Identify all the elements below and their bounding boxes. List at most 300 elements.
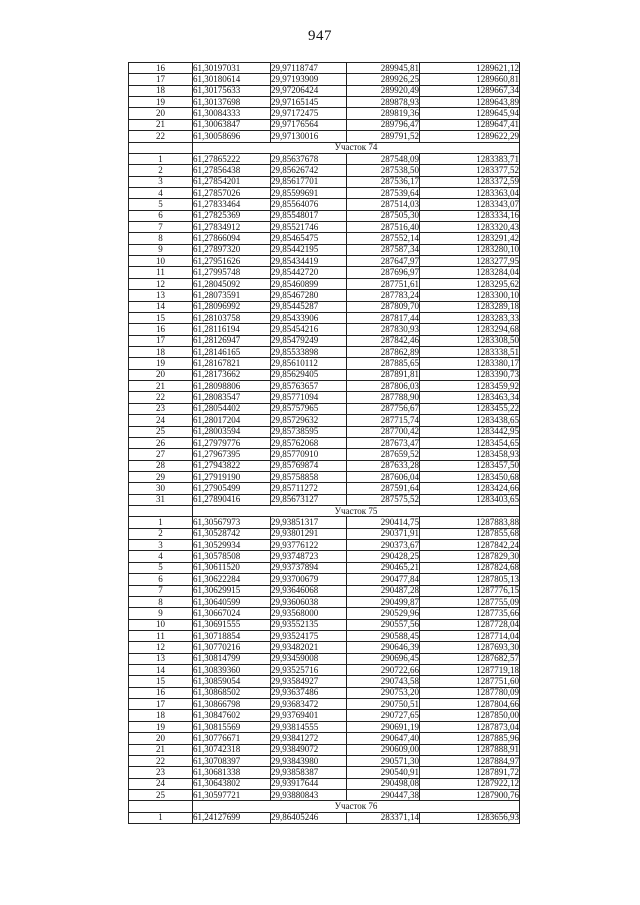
point-number-cell: 26 (129, 437, 193, 448)
x-coordinate-cell: 287891,81 (347, 369, 420, 380)
latitude-cell: 61,30597721 (193, 790, 271, 801)
longitude-cell: 29,97206424 (271, 85, 347, 96)
x-coordinate-cell: 287552,14 (347, 233, 420, 244)
point-number-cell: 17 (129, 699, 193, 710)
latitude-cell: 61,30847602 (193, 710, 271, 721)
x-coordinate-cell: 287536,17 (347, 176, 420, 187)
table-row (129, 630, 520, 641)
table-row (129, 540, 520, 551)
point-number-cell: 14 (129, 301, 193, 312)
table-row (129, 256, 520, 267)
table-row (129, 733, 520, 744)
longitude-cell: 29,85467280 (271, 290, 347, 301)
x-coordinate-cell: 287885,65 (347, 358, 420, 369)
x-coordinate-cell: 290499,87 (347, 596, 420, 607)
y-coordinate-cell: 1289645,94 (420, 108, 520, 119)
x-coordinate-cell: 290743,58 (347, 676, 420, 687)
longitude-cell: 29,97172475 (271, 108, 347, 119)
x-coordinate-cell: 287606,04 (347, 471, 420, 482)
table-row (129, 267, 520, 278)
y-coordinate-cell: 1289621,12 (420, 63, 520, 74)
latitude-cell: 61,27834912 (193, 222, 271, 233)
longitude-cell: 29,85442720 (271, 267, 347, 278)
longitude-cell: 29,85729632 (271, 415, 347, 426)
y-coordinate-cell: 1283334,16 (420, 210, 520, 221)
x-coordinate-cell: 287505,30 (347, 210, 420, 221)
latitude-cell: 61,30137698 (193, 97, 271, 108)
longitude-cell: 29,93801291 (271, 528, 347, 539)
point-number-cell: 9 (129, 608, 193, 619)
point-number-cell: 19 (129, 358, 193, 369)
longitude-cell: 29,93843980 (271, 755, 347, 766)
table-row (129, 494, 520, 505)
y-coordinate-cell: 1287885,96 (420, 733, 520, 744)
latitude-cell: 61,24127699 (193, 812, 271, 823)
table-row (129, 676, 520, 687)
x-coordinate-cell: 287647,97 (347, 256, 420, 267)
y-coordinate-cell: 1283289,18 (420, 301, 520, 312)
latitude-cell: 61,28116194 (193, 324, 271, 335)
point-number-cell: 4 (129, 551, 193, 562)
point-number-cell: 29 (129, 471, 193, 482)
x-coordinate-cell: 290691,19 (347, 721, 420, 732)
point-number-cell: 5 (129, 199, 193, 210)
x-coordinate-cell: 287514,03 (347, 199, 420, 210)
latitude-cell: 61,27919190 (193, 471, 271, 482)
x-coordinate-cell: 287751,61 (347, 278, 420, 289)
point-number-cell: 13 (129, 290, 193, 301)
table-row (129, 312, 520, 323)
longitude-cell: 29,85763657 (271, 381, 347, 392)
point-number-cell: 2 (129, 165, 193, 176)
y-coordinate-cell: 1287682,57 (420, 653, 520, 664)
section-header-empty-cell (129, 506, 193, 517)
section-title: Участок 76 (193, 801, 520, 812)
table-row (129, 381, 520, 392)
x-coordinate-cell: 290727,65 (347, 710, 420, 721)
y-coordinate-cell: 1283284,04 (420, 267, 520, 278)
longitude-cell: 29,93584927 (271, 676, 347, 687)
latitude-cell: 61,30629915 (193, 585, 271, 596)
table-row (129, 596, 520, 607)
table-row (129, 812, 520, 823)
longitude-cell: 29,93459008 (271, 653, 347, 664)
table-row (129, 437, 520, 448)
table-row (129, 653, 520, 664)
coordinates-table (128, 62, 520, 824)
table-row (129, 290, 520, 301)
x-coordinate-cell: 290498,08 (347, 778, 420, 789)
y-coordinate-cell: 1283338,51 (420, 346, 520, 357)
x-coordinate-cell: 287842,46 (347, 335, 420, 346)
y-coordinate-cell: 1283390,73 (420, 369, 520, 380)
point-number-cell: 8 (129, 233, 193, 244)
point-number-cell: 11 (129, 267, 193, 278)
longitude-cell: 29,93525716 (271, 665, 347, 676)
point-number-cell: 22 (129, 755, 193, 766)
longitude-cell: 29,85533898 (271, 346, 347, 357)
x-coordinate-cell: 287575,52 (347, 494, 420, 505)
x-coordinate-cell: 290477,84 (347, 574, 420, 585)
point-number-cell: 1 (129, 812, 193, 823)
latitude-cell: 61,27905499 (193, 483, 271, 494)
latitude-cell: 61,30814799 (193, 653, 271, 664)
table-row (129, 426, 520, 437)
longitude-cell: 29,85599691 (271, 187, 347, 198)
point-number-cell: 11 (129, 630, 193, 641)
table-row (129, 85, 520, 96)
x-coordinate-cell: 289945,81 (347, 63, 420, 74)
x-coordinate-cell: 287659,52 (347, 449, 420, 460)
table-row (129, 483, 520, 494)
longitude-cell: 29,86405246 (271, 812, 347, 823)
table-row (129, 63, 520, 74)
table-row (129, 460, 520, 471)
latitude-cell: 61,27897320 (193, 244, 271, 255)
table-row (129, 176, 520, 187)
longitude-cell: 29,93880843 (271, 790, 347, 801)
x-coordinate-cell: 287809,70 (347, 301, 420, 312)
latitude-cell: 61,30815569 (193, 721, 271, 732)
table-row (129, 619, 520, 630)
y-coordinate-cell: 1287884,97 (420, 755, 520, 766)
table-row (129, 415, 520, 426)
section-header-row (129, 142, 520, 153)
point-number-cell: 21 (129, 744, 193, 755)
longitude-cell: 29,93849072 (271, 744, 347, 755)
y-coordinate-cell: 1283380,17 (420, 358, 520, 369)
y-coordinate-cell: 1287751,60 (420, 676, 520, 687)
longitude-cell: 29,93552135 (271, 619, 347, 630)
longitude-cell: 29,85445287 (271, 301, 347, 312)
x-coordinate-cell: 287548,09 (347, 153, 420, 164)
point-number-cell: 7 (129, 222, 193, 233)
table-row (129, 642, 520, 653)
table-row (129, 392, 520, 403)
latitude-cell: 61,28045092 (193, 278, 271, 289)
longitude-cell: 29,85738595 (271, 426, 347, 437)
latitude-cell: 61,28167821 (193, 358, 271, 369)
x-coordinate-cell: 290465,21 (347, 562, 420, 573)
x-coordinate-cell: 287806,03 (347, 381, 420, 392)
x-coordinate-cell: 290646,39 (347, 642, 420, 653)
latitude-cell: 61,27890416 (193, 494, 271, 505)
x-coordinate-cell: 287538,50 (347, 165, 420, 176)
point-number-cell: 20 (129, 733, 193, 744)
point-number-cell: 13 (129, 653, 193, 664)
x-coordinate-cell: 289819,36 (347, 108, 420, 119)
x-coordinate-cell: 287715,74 (347, 415, 420, 426)
latitude-cell: 61,27865222 (193, 153, 271, 164)
latitude-cell: 61,30528742 (193, 528, 271, 539)
x-coordinate-cell: 287817,44 (347, 312, 420, 323)
latitude-cell: 61,30859054 (193, 676, 271, 687)
table-row (129, 74, 520, 85)
y-coordinate-cell: 1283291,42 (420, 233, 520, 244)
longitude-cell: 29,85629405 (271, 369, 347, 380)
x-coordinate-cell: 290647,40 (347, 733, 420, 744)
latitude-cell: 61,30611520 (193, 562, 271, 573)
longitude-cell: 29,85758858 (271, 471, 347, 482)
latitude-cell: 61,27943822 (193, 460, 271, 471)
x-coordinate-cell: 287587,34 (347, 244, 420, 255)
y-coordinate-cell: 1287693,30 (420, 642, 520, 653)
longitude-cell: 29,85442195 (271, 244, 347, 255)
latitude-cell: 61,30084333 (193, 108, 271, 119)
y-coordinate-cell: 1287755,09 (420, 596, 520, 607)
point-number-cell: 22 (129, 392, 193, 403)
longitude-cell: 29,85434419 (271, 256, 347, 267)
y-coordinate-cell: 1287900,76 (420, 790, 520, 801)
x-coordinate-cell: 289878,93 (347, 97, 420, 108)
point-number-cell: 31 (129, 494, 193, 505)
x-coordinate-cell: 289791,52 (347, 131, 420, 142)
longitude-cell: 29,93568000 (271, 608, 347, 619)
x-coordinate-cell: 287788,90 (347, 392, 420, 403)
latitude-cell: 61,28096992 (193, 301, 271, 312)
latitude-cell: 61,30640599 (193, 596, 271, 607)
longitude-cell: 29,85454216 (271, 324, 347, 335)
table-row (129, 108, 520, 119)
section-title: Участок 74 (193, 142, 520, 153)
y-coordinate-cell: 1289667,34 (420, 85, 520, 96)
y-coordinate-cell: 1283438,65 (420, 415, 520, 426)
table-row (129, 153, 520, 164)
latitude-cell: 61,30180614 (193, 74, 271, 85)
table-row (129, 585, 520, 596)
y-coordinate-cell: 1283283,33 (420, 312, 520, 323)
latitude-cell: 61,30776671 (193, 733, 271, 744)
longitude-cell: 29,85637678 (271, 153, 347, 164)
x-coordinate-cell: 290373,67 (347, 540, 420, 551)
point-number-cell: 18 (129, 85, 193, 96)
table-row (129, 119, 520, 130)
longitude-cell: 29,93769401 (271, 710, 347, 721)
y-coordinate-cell: 1283294,68 (420, 324, 520, 335)
x-coordinate-cell: 287830,93 (347, 324, 420, 335)
latitude-cell: 61,27967395 (193, 449, 271, 460)
x-coordinate-cell: 290722,66 (347, 665, 420, 676)
longitude-cell: 29,85770910 (271, 449, 347, 460)
latitude-cell: 61,30681338 (193, 767, 271, 778)
latitude-cell: 61,30839360 (193, 665, 271, 676)
latitude-cell: 61,30708397 (193, 755, 271, 766)
point-number-cell: 24 (129, 778, 193, 789)
latitude-cell: 61,30567973 (193, 517, 271, 528)
x-coordinate-cell: 290571,30 (347, 755, 420, 766)
longitude-cell: 29,93524175 (271, 630, 347, 641)
y-coordinate-cell: 1287850,00 (420, 710, 520, 721)
point-number-cell: 25 (129, 790, 193, 801)
y-coordinate-cell: 1283424,66 (420, 483, 520, 494)
table-row (129, 471, 520, 482)
x-coordinate-cell: 287591,64 (347, 483, 420, 494)
x-coordinate-cell: 290696,45 (347, 653, 420, 664)
y-coordinate-cell: 1283308,50 (420, 335, 520, 346)
longitude-cell: 29,97118747 (271, 63, 347, 74)
table-row (129, 517, 520, 528)
latitude-cell: 61,30770216 (193, 642, 271, 653)
longitude-cell: 29,85548017 (271, 210, 347, 221)
point-number-cell: 20 (129, 369, 193, 380)
point-number-cell: 16 (129, 63, 193, 74)
y-coordinate-cell: 1283455,22 (420, 403, 520, 414)
table-row (129, 528, 520, 539)
y-coordinate-cell: 1287922,12 (420, 778, 520, 789)
point-number-cell: 27 (129, 449, 193, 460)
x-coordinate-cell: 287696,97 (347, 267, 420, 278)
point-number-cell: 2 (129, 528, 193, 539)
y-coordinate-cell: 1283458,93 (420, 449, 520, 460)
point-number-cell: 17 (129, 335, 193, 346)
latitude-cell: 61,30643802 (193, 778, 271, 789)
point-number-cell: 7 (129, 585, 193, 596)
y-coordinate-cell: 1287728,04 (420, 619, 520, 630)
y-coordinate-cell: 1287780,09 (420, 687, 520, 698)
latitude-cell: 61,27857026 (193, 187, 271, 198)
y-coordinate-cell: 1287873,04 (420, 721, 520, 732)
latitude-cell: 61,30197031 (193, 63, 271, 74)
table-row (129, 358, 520, 369)
y-coordinate-cell: 1287891,72 (420, 767, 520, 778)
latitude-cell: 61,28083547 (193, 392, 271, 403)
table-row (129, 324, 520, 335)
point-number-cell: 9 (129, 244, 193, 255)
longitude-cell: 29,93748723 (271, 551, 347, 562)
latitude-cell: 61,28017204 (193, 415, 271, 426)
x-coordinate-cell: 290371,91 (347, 528, 420, 539)
point-number-cell: 1 (129, 517, 193, 528)
latitude-cell: 61,30058696 (193, 131, 271, 142)
y-coordinate-cell: 1283300,10 (420, 290, 520, 301)
longitude-cell: 29,97176564 (271, 119, 347, 130)
longitude-cell: 29,93637486 (271, 687, 347, 698)
latitude-cell: 61,28054402 (193, 403, 271, 414)
point-number-cell: 16 (129, 687, 193, 698)
table-row (129, 244, 520, 255)
y-coordinate-cell: 1287719,18 (420, 665, 520, 676)
table-row (129, 574, 520, 585)
table-row (129, 233, 520, 244)
x-coordinate-cell: 290609,00 (347, 744, 420, 755)
x-coordinate-cell: 290540,91 (347, 767, 420, 778)
y-coordinate-cell: 1283295,62 (420, 278, 520, 289)
latitude-cell: 61,28103758 (193, 312, 271, 323)
latitude-cell: 61,30622284 (193, 574, 271, 585)
y-coordinate-cell: 1287824,68 (420, 562, 520, 573)
y-coordinate-cell: 1283363,04 (420, 187, 520, 198)
section-header-empty-cell (129, 142, 193, 153)
point-number-cell: 23 (129, 767, 193, 778)
point-number-cell: 16 (129, 324, 193, 335)
y-coordinate-cell: 1289643,89 (420, 97, 520, 108)
x-coordinate-cell: 283371,14 (347, 812, 420, 823)
x-coordinate-cell: 290753,20 (347, 687, 420, 698)
latitude-cell: 61,27995748 (193, 267, 271, 278)
longitude-cell: 29,85617701 (271, 176, 347, 187)
point-number-cell: 1 (129, 153, 193, 164)
table-row (129, 665, 520, 676)
point-number-cell: 23 (129, 403, 193, 414)
y-coordinate-cell: 1283454,65 (420, 437, 520, 448)
latitude-cell: 61,30578508 (193, 551, 271, 562)
longitude-cell: 29,85626742 (271, 165, 347, 176)
table-row (129, 187, 520, 198)
point-number-cell: 18 (129, 346, 193, 357)
point-number-cell: 15 (129, 676, 193, 687)
longitude-cell: 29,85521746 (271, 222, 347, 233)
table-row (129, 767, 520, 778)
point-number-cell: 22 (129, 131, 193, 142)
table-row (129, 369, 520, 380)
longitude-cell: 29,93858387 (271, 767, 347, 778)
point-number-cell: 10 (129, 256, 193, 267)
y-coordinate-cell: 1283457,50 (420, 460, 520, 471)
y-coordinate-cell: 1287776,15 (420, 585, 520, 596)
longitude-cell: 29,93700679 (271, 574, 347, 585)
point-number-cell: 3 (129, 176, 193, 187)
latitude-cell: 61,27825369 (193, 210, 271, 221)
point-number-cell: 19 (129, 721, 193, 732)
x-coordinate-cell: 289796,47 (347, 119, 420, 130)
y-coordinate-cell: 1283450,68 (420, 471, 520, 482)
latitude-cell: 61,27854201 (193, 176, 271, 187)
y-coordinate-cell: 1287842,24 (420, 540, 520, 551)
longitude-cell: 29,93646068 (271, 585, 347, 596)
y-coordinate-cell: 1283377,52 (420, 165, 520, 176)
point-number-cell: 19 (129, 97, 193, 108)
latitude-cell: 61,27833464 (193, 199, 271, 210)
x-coordinate-cell: 287516,40 (347, 222, 420, 233)
y-coordinate-cell: 1283459,92 (420, 381, 520, 392)
table-row (129, 608, 520, 619)
y-coordinate-cell: 1283277,95 (420, 256, 520, 267)
table-row (129, 97, 520, 108)
point-number-cell: 17 (129, 74, 193, 85)
longitude-cell: 29,93683472 (271, 699, 347, 710)
longitude-cell: 29,85673127 (271, 494, 347, 505)
latitude-cell: 61,28173662 (193, 369, 271, 380)
point-number-cell: 6 (129, 574, 193, 585)
point-number-cell: 21 (129, 381, 193, 392)
longitude-cell: 29,85610112 (271, 358, 347, 369)
x-coordinate-cell: 290529,96 (347, 608, 420, 619)
longitude-cell: 29,85757965 (271, 403, 347, 414)
x-coordinate-cell: 287633,28 (347, 460, 420, 471)
point-number-cell: 25 (129, 426, 193, 437)
x-coordinate-cell: 287783,24 (347, 290, 420, 301)
section-header-row (129, 801, 520, 812)
point-number-cell: 18 (129, 710, 193, 721)
y-coordinate-cell: 1283343,07 (420, 199, 520, 210)
point-number-cell: 10 (129, 619, 193, 630)
y-coordinate-cell: 1283656,93 (420, 812, 520, 823)
latitude-cell: 61,30866798 (193, 699, 271, 710)
x-coordinate-cell: 290428,25 (347, 551, 420, 562)
latitude-cell: 61,27856438 (193, 165, 271, 176)
coordinates-table-body (129, 63, 520, 824)
section-header-empty-cell (129, 801, 193, 812)
longitude-cell: 29,93841272 (271, 733, 347, 744)
longitude-cell: 29,85711272 (271, 483, 347, 494)
table-row (129, 551, 520, 562)
latitude-cell: 61,28098806 (193, 381, 271, 392)
latitude-cell: 61,27951626 (193, 256, 271, 267)
table-row (129, 199, 520, 210)
y-coordinate-cell: 1287804,66 (420, 699, 520, 710)
y-coordinate-cell: 1287735,66 (420, 608, 520, 619)
longitude-cell: 29,85433906 (271, 312, 347, 323)
